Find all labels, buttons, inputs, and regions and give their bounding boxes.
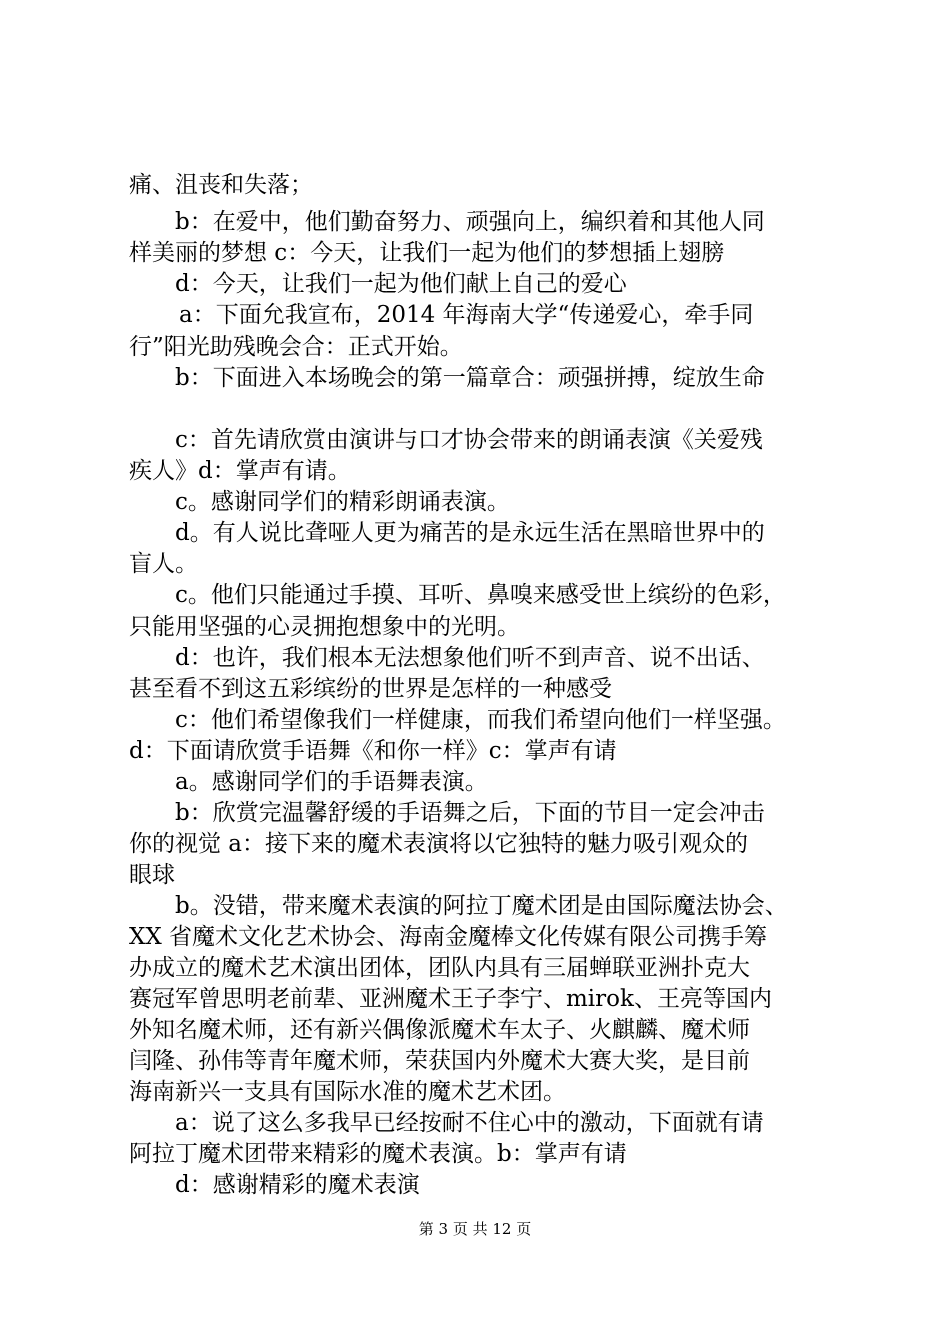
text-line: a：说了这么多我早已经按耐不住心中的激动，下面就有请 xyxy=(175,1110,764,1136)
text-line: 赛冠军曾思明老前辈、亚洲魔术王子李宁、mirok、王亮等国内 xyxy=(129,986,772,1012)
text-line: 外知名魔术师，还有新兴偶像派魔术车太子、火麒麟、魔术师 xyxy=(129,1017,750,1043)
text-line: 痛、沮丧和失落； xyxy=(129,172,313,198)
text-line: c。感谢同学们的精彩朗诵表演。 xyxy=(175,489,510,515)
text-line: 眼球 xyxy=(129,862,175,888)
text-line: b：下面进入本场晚会的第一篇章合：顽强拼搏，绽放生命 xyxy=(175,365,765,391)
page-number-footer: 第 3 页 共 12 页 xyxy=(418,1220,532,1238)
text-line: 闫隆、孙伟等青年魔术师，荣获国内外魔术大赛大奖，是目前 xyxy=(129,1048,750,1074)
text-line: b：在爱中，他们勤奋努力、顽强向上，编织着和其他人同 xyxy=(175,209,765,235)
text-line: c。他们只能通过手摸、耳听、鼻嗅来感受世上缤纷的色彩， xyxy=(175,582,786,608)
text-line: b。没错，带来魔术表演的阿拉丁魔术团是由国际魔法协会、 xyxy=(175,893,788,919)
text-line: b：欣赏完温馨舒缓的手语舞之后，下面的节目一定会冲击 xyxy=(175,800,765,826)
text-line: d：也许，我们根本无法想象他们听不到声音、说不出话、 xyxy=(175,645,765,671)
text-line: 甚至看不到这五彩缤纷的世界是怎样的一种感受 xyxy=(129,676,612,702)
text-line: d。有人说比聋哑人更为痛苦的是永远生活在黑暗世界中的 xyxy=(175,520,765,546)
text-line: 办成立的魔术艺术演出团体，团队内具有三届蝉联亚洲扑克大 xyxy=(129,955,750,981)
text-line: 样美丽的梦想 c：今天，让我们一起为他们的梦想插上翅膀 xyxy=(129,240,725,266)
text-line: a。感谢同学们的手语舞表演。 xyxy=(175,769,488,795)
text-line: 只能用坚强的心灵拥抱想象中的光明。 xyxy=(129,614,520,640)
text-line: c：他们希望像我们一样健康，而我们希望向他们一样坚强。 xyxy=(175,707,786,733)
text-line: 你的视觉 a：接下来的魔术表演将以它独特的魅力吸引观众的 xyxy=(129,831,749,857)
text-line: c：首先请欣赏由演讲与口才协会带来的朗诵表演《关爱残 xyxy=(175,427,763,453)
text-line: 盲人。 xyxy=(129,551,198,577)
text-line: a：下面允我宣布，2014 年海南大学“传递爱心，牵手同 xyxy=(179,302,754,328)
text-line: 行”阳光助残晚会合：正式开始。 xyxy=(129,334,463,360)
text-line: 海南新兴一支具有国际水准的魔术艺术团。 xyxy=(129,1079,566,1105)
text-line: 疾人》d：掌声有请。 xyxy=(129,458,351,484)
text-line: XX 省魔术文化艺术协会、海南金魔棒文化传媒有限公司携手筹 xyxy=(129,924,768,950)
text-line: 阿拉丁魔术团带来精彩的魔术表演。b：掌声有请 xyxy=(129,1141,627,1167)
text-line: d：下面请欣赏手语舞《和你一样》c：掌声有请 xyxy=(129,738,617,764)
text-line: d：今天，让我们一起为他们献上自己的爱心 xyxy=(175,271,627,297)
text-line: d：感谢精彩的魔术表演 xyxy=(175,1172,420,1198)
